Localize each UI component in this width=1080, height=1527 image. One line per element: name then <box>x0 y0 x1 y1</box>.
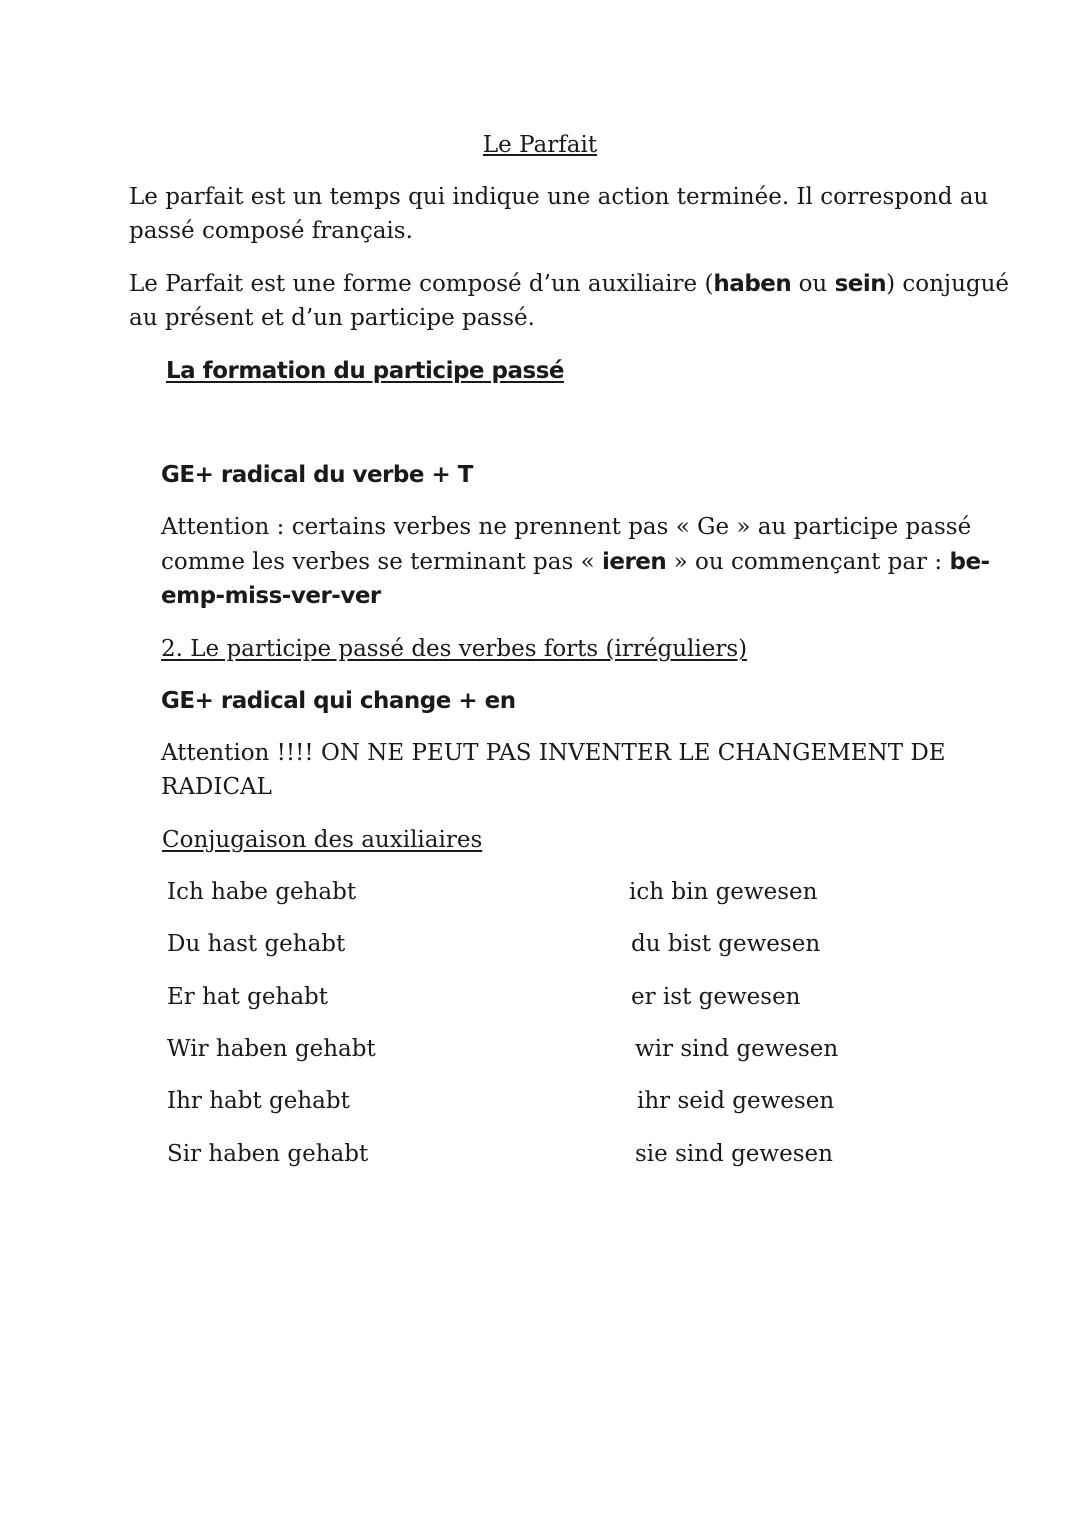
composition-or: ou <box>791 271 835 297</box>
composition-line-1 <box>129 267 1009 301</box>
prefix-list: emp-miss-ver-ver <box>161 583 381 609</box>
suffix-ieren: ieren <box>601 549 667 575</box>
composition-line-2: au présent et d’un participe passé. <box>129 305 535 331</box>
haben-conjugation-row: Sir haben gehabt <box>167 1141 369 1167</box>
sein-conjugation-row: er ist gewesen <box>631 984 801 1010</box>
sein-conjugation-row: sie sind gewesen <box>635 1141 833 1167</box>
intro-line-2: passé composé français. <box>129 218 413 244</box>
sein-conjugation-row: ich bin gewesen <box>629 879 818 905</box>
warning-line-2: RADICAL <box>161 774 272 800</box>
composition-text-b: ) conjugué <box>886 271 1010 297</box>
section-heading-strong-verbs: 2. Le participe passé des verbes forts (irréguliers) <box>161 636 748 662</box>
formula-weak-verbs: GE+ radical du verbe + T <box>161 462 473 488</box>
haben-conjugation-row: Er hat gehabt <box>167 984 328 1010</box>
haben-conjugation-row: Ich habe gehabt <box>167 879 357 905</box>
conjugation-heading: Conjugaison des auxiliaires <box>162 827 483 853</box>
page-title: Le Parfait <box>482 132 598 158</box>
prefix-be: be- <box>949 549 990 575</box>
attention-line-2 <box>161 545 990 579</box>
sein-conjugation-row: ihr seid gewesen <box>637 1088 835 1114</box>
auxiliary-haben: haben <box>713 271 792 297</box>
section-heading-formation: La formation du participe passé <box>166 358 564 384</box>
haben-conjugation-row: Ihr habt gehabt <box>167 1088 350 1114</box>
warning-line-1: Attention !!!! ON NE PEUT PAS INVENTER LE CHANGEMENT DE <box>161 740 946 766</box>
formula-strong-verbs: GE+ radical qui change + en <box>161 688 516 714</box>
intro-line-1: Le parfait est un temps qui indique une action terminée. Il correspond au <box>129 184 989 210</box>
sein-conjugation-row: wir sind gewesen <box>635 1036 839 1062</box>
attention-text-a: comme les verbes se terminant pas « <box>161 549 602 575</box>
attention-line-1: Attention : certains verbes ne prennent pas « Ge » au participe passé <box>161 514 972 540</box>
composition-text-a: Le Parfait est une forme composé d’un auxiliaire ( <box>129 271 714 297</box>
haben-conjugation-row: Wir haben gehabt <box>167 1036 376 1062</box>
sein-conjugation-row: du bist gewesen <box>631 931 821 957</box>
haben-conjugation-row: Du hast gehabt <box>167 931 346 957</box>
auxiliary-sein: sein <box>834 271 887 297</box>
attention-text-b: » ou commençant par : <box>666 549 950 575</box>
